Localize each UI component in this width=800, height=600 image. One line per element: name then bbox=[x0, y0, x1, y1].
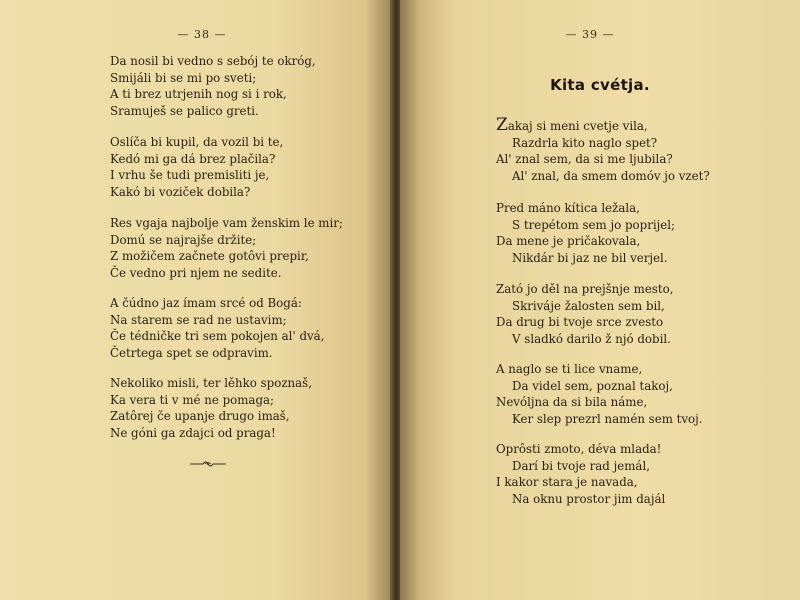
poem-line: A čúdno jaz ímam srcé od Bogá: bbox=[110, 296, 302, 310]
poem-line: Res vgaja najbolje vam ženskim le mir; bbox=[110, 216, 343, 230]
poem-line: V sladkó darilo ž njó dobil. bbox=[512, 331, 671, 346]
right-stanza-5 bbox=[496, 441, 665, 507]
poem-line: Kakó bi voziček dobila? bbox=[110, 184, 251, 199]
poem-line: Skriváje žalosten sem bil, bbox=[512, 298, 665, 313]
poem-line: Al' znal sem, da si me ljubila? bbox=[496, 152, 673, 166]
poem-line: Ne góni ga zdajci od praga! bbox=[110, 425, 276, 440]
poem-line: Nekoliko misli, ter lěhko spoznaš, bbox=[110, 376, 312, 390]
left-page-number: — 38 — bbox=[177, 28, 227, 41]
poem-line: Če vedno pri njem ne sedite. bbox=[110, 265, 282, 280]
end-ornament-icon bbox=[190, 459, 226, 469]
poem-line: Pred máno kítica ležala, bbox=[496, 201, 640, 215]
poem-line: Darí bi tvoje rad jemál, bbox=[512, 458, 650, 473]
poem-line: Da nosil bi vedno s sebój te okróg, bbox=[110, 54, 316, 68]
poem-line: Smijáli bi se mi po sveti; bbox=[110, 70, 257, 85]
poem-title: Kita cvétja. bbox=[550, 76, 650, 94]
poem-line: S trepétom sem jo poprijel; bbox=[512, 217, 675, 232]
poem-line: Sramuješ se palico greti. bbox=[110, 103, 259, 118]
poem-line: A naglo se ti lice vname, bbox=[496, 362, 643, 376]
right-page-number: — 39 — bbox=[565, 28, 615, 41]
left-page-number-value: 38 bbox=[194, 28, 210, 41]
drop-cap: Z bbox=[496, 115, 508, 135]
poem-line: Da drug bi tvoje srce zvesto bbox=[496, 315, 664, 329]
poem-line: Al' znal, da smem domóv jo vzet? bbox=[512, 168, 710, 183]
poem-line: Na oknu prostor jim dajál bbox=[512, 491, 666, 506]
left-stanza-2 bbox=[110, 134, 283, 200]
poem-line: Če tédničke tri sem pokojen al' dvá, bbox=[110, 329, 325, 343]
right-stanza-4 bbox=[496, 361, 703, 427]
poem-line: Na starem se rad ne ustavim; bbox=[110, 312, 287, 327]
poem-line: Z možičem začnete gotôvi prepir, bbox=[110, 249, 309, 263]
poem-line: I kakor stara je navada, bbox=[496, 475, 638, 489]
poem-line: Domú se najrajše držite; bbox=[110, 232, 257, 247]
right-stanza-1 bbox=[496, 115, 710, 184]
poem-line: Četrtega spet se odpravim. bbox=[110, 345, 273, 360]
poem-line: Zató jo děl na prejšnje mesto, bbox=[496, 282, 674, 296]
left-stanza-1 bbox=[110, 53, 316, 119]
poem-line-first bbox=[496, 115, 710, 135]
poem-line: Nikdár bi jaz ne bil verjel. bbox=[512, 250, 668, 265]
left-stanza-4 bbox=[110, 295, 324, 361]
left-stanza-3 bbox=[110, 215, 343, 281]
right-page-number-value: 39 bbox=[582, 28, 598, 41]
right-stanza-3 bbox=[496, 281, 673, 347]
poem-line: Oslíča bi kupil, da vozil bi te, bbox=[110, 135, 284, 149]
left-stanza-5 bbox=[110, 375, 312, 441]
poem-line: Da mene je pričakovala, bbox=[496, 234, 641, 248]
poem-line: Zatôrej če upanje drugo imaš, bbox=[110, 409, 290, 423]
poem-line: Oprôsti zmoto, déva mlada! bbox=[496, 442, 662, 456]
poem-line: I vrhu še tudi premisliti je, bbox=[110, 168, 270, 182]
poem-line: Ka vera ti v mé ne pomaga; bbox=[110, 392, 275, 407]
poem-line: Ker slep prezrl namén sem tvoj. bbox=[512, 411, 703, 426]
left-page bbox=[0, 0, 392, 600]
poem-line-rest: akaj si meni cvetje vila, bbox=[507, 119, 648, 133]
poem-line: A ti brez utrjenih nog si i rok, bbox=[110, 87, 287, 101]
poem-line: Da videl sem, poznal takoj, bbox=[512, 378, 673, 393]
poem-line: Nevóljna da si bila náme, bbox=[496, 395, 648, 409]
right-stanza-2 bbox=[496, 200, 675, 266]
poem-line: Razdrla kito naglo spet? bbox=[512, 135, 658, 150]
poem-line: Kedó mi ga dá brez plačila? bbox=[110, 151, 276, 166]
right-page bbox=[400, 0, 800, 600]
